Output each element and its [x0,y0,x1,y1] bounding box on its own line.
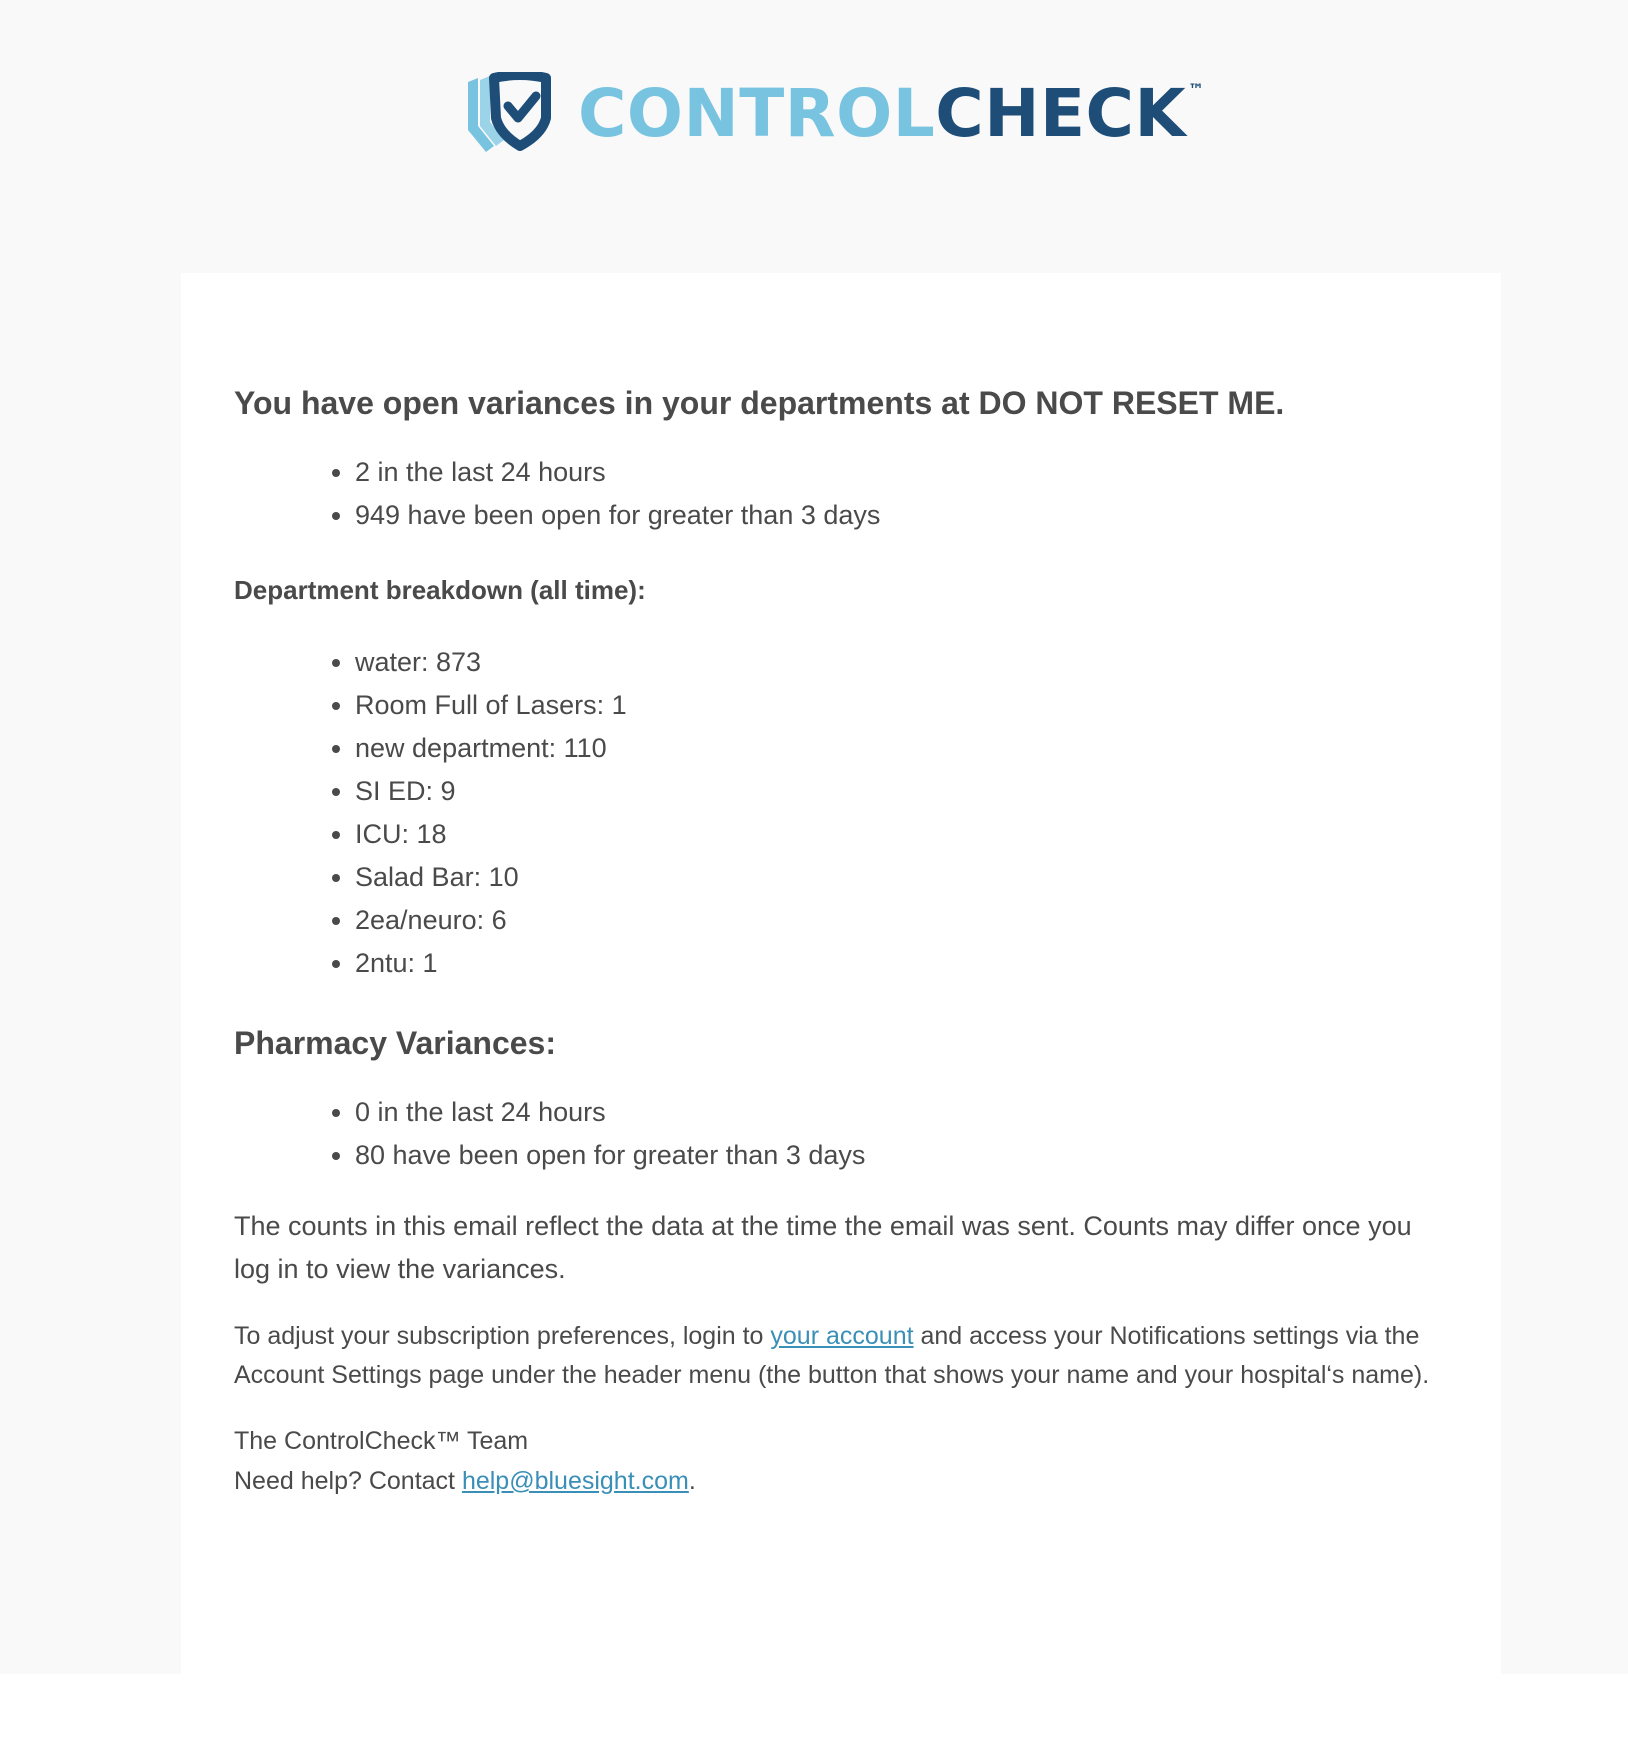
list-item: • 949 have been open for greater than 3 days [355,494,1454,537]
help-text-after: . [688,1467,696,1495]
help-text-before: Need help? Contact [234,1467,462,1495]
team-signature: The ControlCheck™ Team [234,1427,529,1455]
list-item: • Room Full of Lasers: 1 [355,684,1454,727]
list-item: • Salad Bar: 10 [355,856,1454,899]
logo-trademark: ™ [1188,80,1205,99]
logo-text-check: CHECK [935,75,1187,152]
list-item: • 80 have been open for greater than 3 days [355,1134,1454,1177]
list-item: • ICU: 18 [355,813,1454,856]
email-content [234,383,1454,1501]
pharmacy-heading: Pharmacy Variances: [234,1025,556,1061]
signoff [234,1421,1454,1501]
logo-wordmark [578,74,1205,154]
shield-check-icon [464,72,554,158]
logo-text-control: CONTROL [578,75,936,152]
pharmacy-list [234,1091,1454,1177]
list-item: • SI ED: 9 [355,770,1454,813]
list-item: • 0 in the last 24 hours [355,1091,1454,1134]
summary-list [234,451,1454,537]
controlcheck-logo [464,70,1214,160]
help-email-link[interactable]: help@bluesight.com [461,1467,689,1495]
list-item: • 2 in the last 24 hours [355,451,1454,494]
list-item: • 2ntu: 1 [355,942,1454,985]
disclaimer-text: The counts in this email reflect the data at the time the email was sent. Counts may differ once you log in to view the variances. [234,1211,1412,1284]
prefs-text-before: To adjust your subscription preferences, login to [234,1322,771,1350]
email-heading: You have open variances in your departments at DO NOT RESET ME. [234,385,1285,421]
prefs-text-after: and access your Notifications settings via the Account Settings page under the header menu (the button that shows your name and your hospital‘s name). [234,1322,1430,1389]
list-item: • water: 873 [355,641,1454,684]
list-item: • 2ea/neuro: 6 [355,899,1454,942]
breakdown-heading: Department breakdown (all time): [234,575,646,605]
subscription-preferences-text [234,1317,1454,1395]
your-account-link[interactable]: your account [770,1322,914,1350]
email-card [181,273,1501,1674]
list-item: • new department: 110 [355,727,1454,770]
department-list [234,641,1454,985]
